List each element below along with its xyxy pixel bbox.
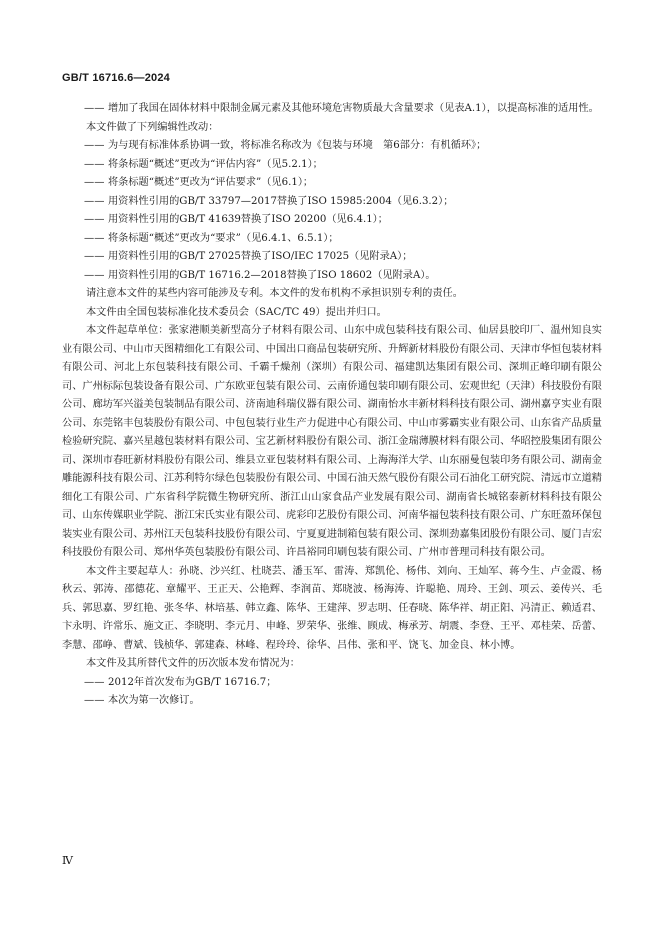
- dash-marker: ——: [84, 158, 105, 170]
- editorial-item-text: 将条标题“概述”更改为“要求”（见6.4.1、6.5.1）；: [108, 232, 339, 244]
- dash-marker: ——: [84, 195, 105, 207]
- editorial-item-text: 用资料性引用的GB/T 41639替换了ISO 20200（见6.4.1）；: [108, 214, 388, 225]
- editorial-item-text: 将条标题“概述”更改为“评估要求”（见6.1）；: [108, 177, 314, 188]
- editorial-item-text: 将条标题“概述”更改为“评估内容”（见5.2.1）；: [108, 158, 323, 170]
- page-number: Ⅳ: [62, 854, 73, 867]
- editorial-item: [62, 193, 602, 212]
- history-item: [62, 674, 602, 693]
- editorial-item-text: 用资料性引用的GB/T 33797—2017替换了ISO 15985:2004（见6.3.2）；: [108, 195, 454, 207]
- intro-item: [62, 100, 602, 119]
- drafting-units: 本文件起草单位：张家港顺美新型高分子材料有限公司、山东中成包装科技有限公司、仙居县胶印厂、温州知良实业有限公司、中山市天图精细化工有限公司、中国出口商品包装研究所、升辉新材料股份有限公司、天津市华恒包装材料有限公司、河北上东包装科技有限公司、千霸千燥剂（深圳）有限公司、福建凯达集团有限公司、深圳正峰印刷有限公司、广州标际包装设备有限公司、广东欧亚包装有限公司、云南侨通包装印刷有限公司、宏观世纪（天津）科技股份有限公司、廊坊军兴溢美包装制品有限公司、济南迪科瑞仪器有限公司、湖南怡水丰新材料科技有限公司、湖州嘉亨实业有限公司、东莞铭丰包装股份有限公司、中包包装行业生产力促进中心有限公司、中山市雾霸实业有限公司、山东省产品质量检验研究院、嘉兴星越包装材料有限公司、宝艺新材料股份有限公司、浙江金瑞薄膜材料有限公司、华昭控股集团有限公司、深圳市春旺新材料股份有限公司、维县立亚包装材料有限公司、上海海洋大学、山东丽曼包装印务有限公司、湖南金雕能源科技有限公司、江苏利特尔绿色包装股份有限公司、中国石油天然气股份有限公司石油化工研究院、清远市立道精细化工有限公司、广东省科学院微生物研究所、浙江山山家食品产业发展有限公司、湖南省长城铭泰新材料科技有限公司、山东传媒职业学院、浙江宋氏实业有限公司、虎彩印艺股份有限公司、河南华福包装科技有限公司、广东旺盈环保包装实业有限公司、苏州江天包装科技股份有限公司、宁夏夏进制箱包装有限公司、深圳劲嘉集团股份有限公司、厦门吉宏科技股份有限公司、郑州华英包装股份有限公司、许昌裕同印刷包装有限公司、广州市普理司科技有限公司。: [62, 325, 602, 558]
- standard-code: GB/T 16716.6—2024: [62, 72, 170, 84]
- dash-marker: ——: [84, 251, 105, 262]
- dash-marker: ——: [84, 214, 105, 225]
- editorial-item: [62, 267, 602, 286]
- dash-marker: ——: [84, 140, 105, 151]
- history-item-text: 本次为第一次修订。: [108, 695, 200, 706]
- dash-marker: ——: [84, 269, 105, 281]
- dash-marker: ——: [84, 676, 105, 688]
- editorial-item: [62, 248, 602, 267]
- editorial-item-text: 用资料性引用的GB/T 27025替换了ISO/IEC 17025（见附录A）；: [108, 251, 413, 262]
- editorial-item-text: 用资料性引用的GB/T 16716.2—2018替换了ISO 18602（见附录A）。: [108, 269, 436, 281]
- editorial-item-text: 为与现有标准体系协调一致，将标准名称改为《包装与环境 第6部分：有机循环》；: [108, 140, 487, 151]
- history-item: [62, 692, 602, 711]
- editorial-intro: 本文件做了下列编辑性改动：: [86, 121, 219, 133]
- drafters: 本文件主要起草人：孙晓、沙兴红、杜晓芸、潘玉军、雷涛、郑凯伦、杨伟、刘向、王灿军、蒋今生、卢金霞、杨秋云、郭涛、邵德花、章耀平、王正天、公艳辉、李润苗、郑晓波、杨海涛、许聪艳、周玲、王剑、项云、姜传兴、毛兵、郭思嘉、罗红艳、张冬华、林培基、韩立鑫、陈华、王建萍、罗志明、任春晓、陈华祥、胡正阳、冯清正、赖适君、卞永明、许常乐、施文正、李晓明、李元月、申峰、罗荣华、张维、顾成、梅承芳、胡震、李登、王平、邓桂荣、岳蕾、李慧、邵峥、曹斌、钱桢华、郭建森、林峰、程玲玲、徐华、吕伟、张和平、饶飞、加金良、林小博。: [62, 565, 602, 651]
- history-intro: 本文件及其所替代文件的历次版本发布情况为：: [86, 658, 300, 669]
- intro-item-text: 增加了我国在固体材料中限制金属元素及其他环境危害物质最大含量要求（见表A.1），以提高标准的适用性。: [108, 103, 599, 114]
- editorial-item: [62, 211, 602, 230]
- editorial-item: [62, 230, 602, 249]
- dash-marker: ——: [84, 177, 105, 188]
- proposer-statement: 本文件由全国包装标准化技术委员会（SAC/TC 49）提出并归口。: [86, 306, 387, 318]
- editorial-item: [62, 156, 602, 175]
- dash-marker: ——: [84, 103, 105, 114]
- history-item-text: 2012年首次发布为GB/T 16716.7；: [108, 676, 277, 688]
- patent-note: 请注意本文件的某些内容可能涉及专利。本文件的发布机构不承担识别专利的责任。: [86, 288, 463, 299]
- foreword-body: [62, 100, 602, 711]
- dash-marker: ——: [84, 695, 105, 706]
- editorial-item: [62, 174, 602, 193]
- editorial-item: [62, 137, 602, 156]
- dash-marker: ——: [84, 232, 105, 244]
